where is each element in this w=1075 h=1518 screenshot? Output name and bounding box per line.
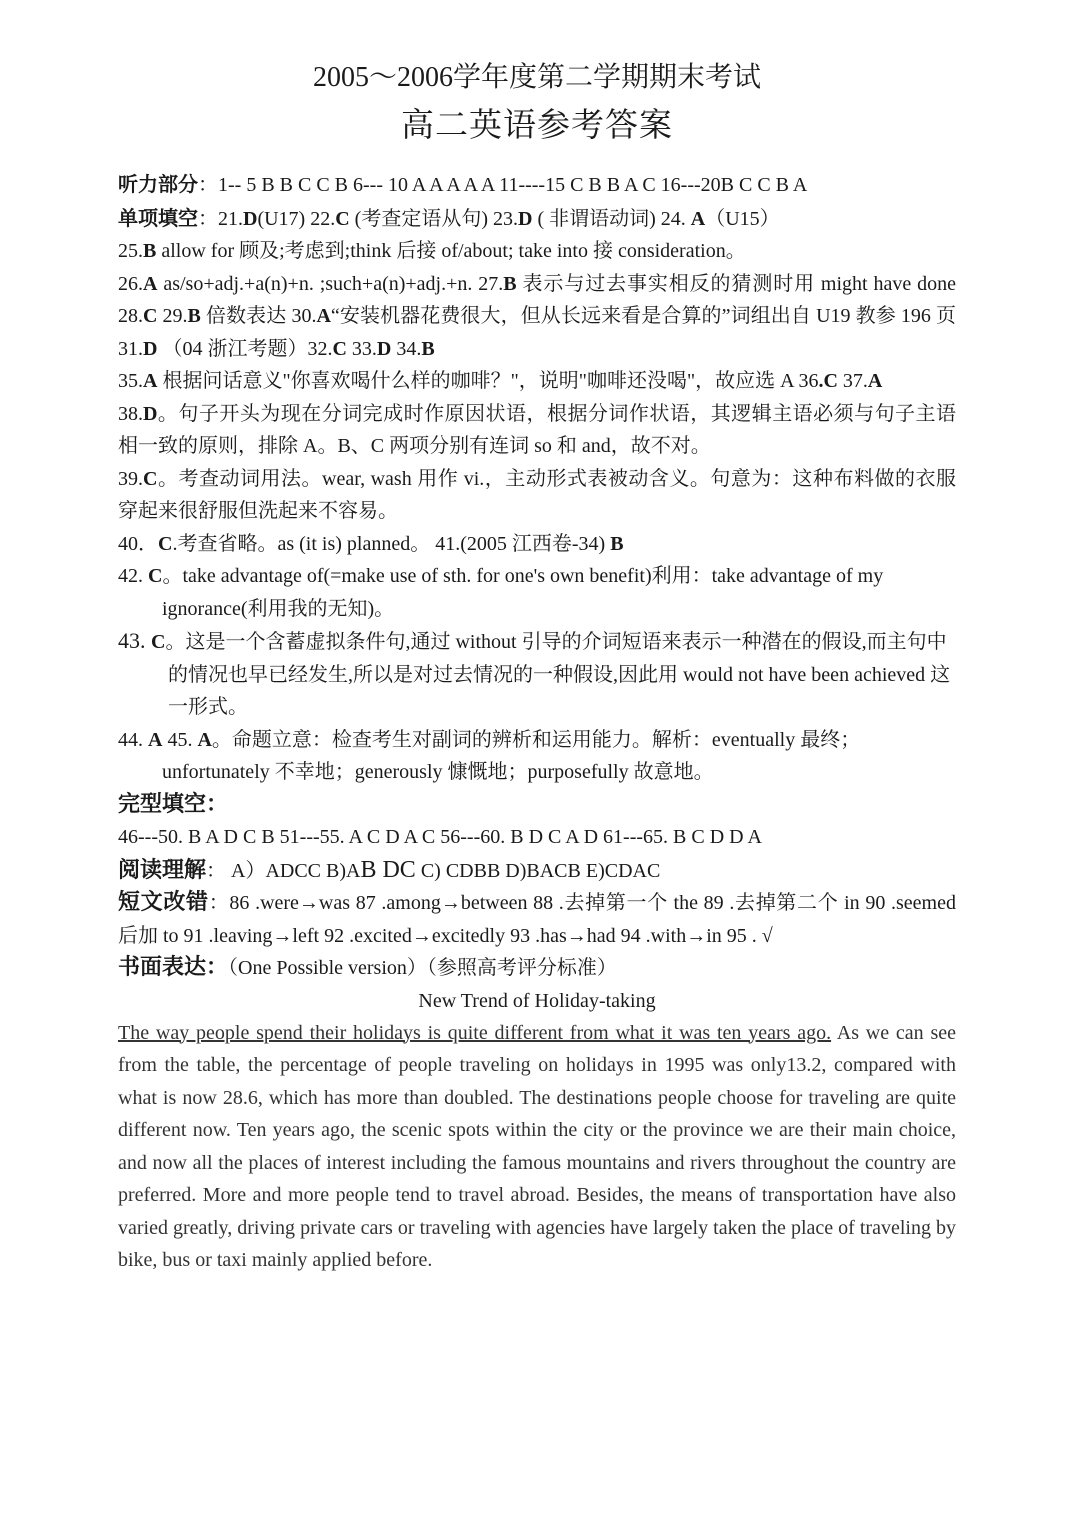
single-choice-line-3 — [118, 268, 956, 366]
text: allow for 顾及;考虑到;think 后接 of/about; take into 接 consideration。 — [156, 240, 746, 262]
text: ：21. — [198, 207, 243, 230]
writing-note: （One Possible version）（参照高考评分标准） — [228, 957, 617, 979]
answer-sheet — [118, 58, 956, 1277]
text: 。考查动词用法。wear, wash 用作 vi.，主动形式表被动含义。句意为：这种布料做的衣服穿起来很舒服但洗起来不容易。 — [118, 467, 956, 522]
text: 29. — [157, 305, 188, 327]
text: 。句子开头为现在分词完成时作原因状语，根据分词作状语，其逻辑主语必须与句子主语相一致的原则，排除 A。B、C 两项分别有连词 so 和 and，故不对。 — [118, 402, 956, 457]
correction-answers: ：86 .were→was 87 .among→between 88 .去掉第一个 the 89 .去掉第二个 in 90 .seemed 后加 to 91 .leaving→left 92 .excited→excitedly 93 .has→had 94 .with→in 95 . √ — [118, 892, 956, 947]
text: 。命题立意：检查考生对副词的辨析和运用能力。解析：eventually 最终；unfortunately 不幸地；generously 慷慨地；purposefully 故意地。 — [162, 728, 861, 783]
text: 42. — [118, 565, 148, 587]
answer: A — [316, 305, 331, 327]
answer: A — [690, 207, 706, 230]
cloze-heading — [118, 789, 956, 822]
reading-label: 阅读理解 — [118, 857, 207, 883]
answer: D — [376, 337, 392, 360]
text: （04 浙江考题）32. — [157, 337, 333, 360]
text: 表示与过去事实相反的猜测时用 might have done 28. — [118, 272, 956, 327]
text: 37. — [837, 370, 868, 392]
cloze-label: 完型填空： — [118, 791, 229, 817]
answer: C — [151, 631, 166, 653]
text: （U15） — [705, 207, 780, 230]
answer: A — [197, 728, 212, 751]
answer: A — [148, 728, 163, 751]
single-choice-line-2 — [118, 235, 956, 268]
text: 39. — [118, 467, 143, 490]
answer: D — [143, 337, 158, 360]
text: (考查定语从句) 23. — [349, 207, 518, 230]
text: C) CDBB D)BACB E)CDAC — [415, 859, 661, 882]
answer: A — [143, 370, 158, 392]
single-choice-line-4 — [118, 365, 956, 398]
text: 26. — [118, 272, 143, 295]
answer: D — [518, 207, 533, 230]
text: 33. — [346, 337, 377, 360]
writing-label: 书面表达： — [118, 955, 229, 980]
text: 34. — [391, 337, 422, 360]
text: 40． — [118, 532, 158, 555]
answer: B — [421, 337, 435, 360]
text: 。这是一个含蓄虚拟条件句,通过 without 引导的介词短语来表示一种潜在的假设,而主句中的情况也早已经发生,所以是对过去情况的一种假设,因此用 would not have been achieved 这一形式。 — [165, 631, 951, 718]
writing-line — [118, 952, 956, 985]
single-choice-line-9 — [118, 625, 956, 724]
answer: D — [143, 402, 158, 425]
text: 45. — [162, 728, 198, 751]
answer: C — [158, 532, 173, 555]
text: ( 非谓语动词) 24. — [532, 207, 691, 230]
essay-body — [118, 1017, 956, 1277]
answer: C — [143, 305, 158, 327]
essay-topic-sentence: The way people spend their holidays is quite different from what it was ten years ago. — [118, 1021, 832, 1044]
single-choice-line-7 — [118, 528, 956, 561]
answer: .C — [818, 370, 838, 392]
listening-answers: ：1-- 5 B B C C B 6--- 10 A A A A A 11----15 C B B A C 16---20B C C B A — [198, 174, 808, 196]
answer: C — [335, 207, 350, 230]
answer: B — [610, 532, 624, 555]
text: “安装机器花费很大，但从长远来看是合算的”词组出自 U19 教参 196 页 31. — [118, 305, 956, 360]
text: 。take advantage of(=make use of sth. for one's own benefit)利用：take advantage of my ignorance(利用我的无知)。 — [162, 565, 884, 620]
text: (U17) 22. — [257, 207, 336, 230]
single-choice-line-10 — [118, 724, 956, 789]
single-choice-line-1 — [118, 202, 956, 236]
answer-title: 高二英语参考答案 — [401, 108, 673, 144]
listening-label: 听力部分 — [118, 172, 198, 196]
text: B DC — [360, 856, 416, 883]
text: 38. — [118, 402, 143, 425]
correction-label: 短文改错 — [118, 890, 209, 915]
text: as/so+adj.+a(n)+n. ;such+a(n)+adj.+n. 27. — [157, 272, 504, 295]
answer: C — [148, 565, 163, 587]
text: 35. — [118, 370, 143, 392]
answer: D — [243, 207, 258, 230]
answer: B — [143, 240, 157, 262]
answer: B — [187, 305, 201, 327]
single-choice-line-6 — [118, 463, 956, 528]
text: 43. — [118, 628, 151, 653]
text: 倍数表达 30. — [200, 305, 317, 327]
text: 44. — [118, 728, 148, 751]
single-choice-line-5 — [118, 398, 956, 463]
text: 25. — [118, 240, 143, 262]
answer: B — [503, 272, 517, 295]
answer: A — [143, 272, 158, 295]
text: .考查省略。as (it is) planned。 41.(2005 江西卷-34) — [172, 532, 611, 555]
cloze-answers: 46---50. B A D C B 51---55. A C D A C 56---60. B D C A D 61---65. B C D D A — [118, 826, 762, 848]
answer: C — [143, 467, 158, 490]
answer: C — [332, 337, 347, 360]
single-choice-line-8 — [118, 560, 956, 625]
text: 根据问话意义"你喜欢喝什么样的咖啡？"，说明"咖啡还没喝"，故应选 A 36 — [157, 370, 819, 392]
essay-text: As we can see from the table, the percentage of people traveling on holidays in 1995 was only13.2, compared with what is now 28.6, which has more than doubled. The destinations people choose for traveling are quite different now. Ten years ago, the scenic spots within the city or the province we are their main choice, and now all the places of interest including the famous mountains and rivers throughout the country are preferred. More and more people tend to travel abroad. Besides, the means of transportation have also varied greatly, driving private cars or traveling with agencies have largely taken the place of traveling by bike, bus or taxi mainly applied before. — [118, 1021, 957, 1271]
reading-line — [118, 854, 956, 888]
essay-title: New Trend of Holiday-taking — [418, 989, 656, 1012]
exam-title: 2005～2006学年度第二学期期末考试 — [312, 62, 761, 93]
answer: A — [867, 370, 883, 392]
listening-line — [118, 168, 956, 202]
single-choice-label: 单项填空 — [118, 205, 198, 230]
correction-line — [118, 887, 956, 952]
text: ： A）ADCC B)A — [206, 859, 361, 882]
